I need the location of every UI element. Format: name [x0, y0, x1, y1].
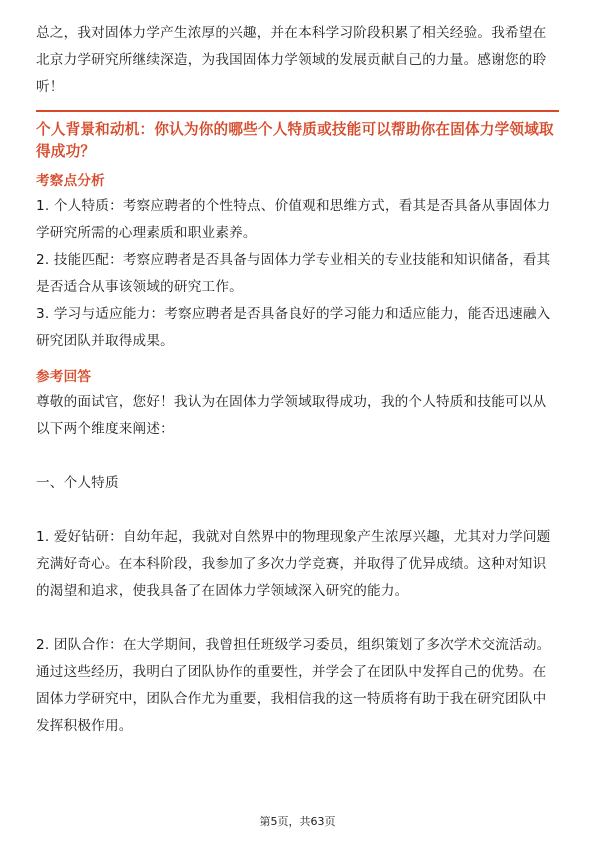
analysis-heading: 考察点分析 — [36, 173, 105, 189]
intro-paragraph: 总之，我对固体力学产生浓厚的兴趣，并在本科学习阶段积累了相关经验。我希望在北京力学研究所继续深造，为我国固体力学领域的发展贡献自己的力量。感谢您的聆听！ — [36, 25, 547, 95]
question-divider — [36, 110, 559, 112]
answer-item: 2. 团队合作：在大学期间，我曾担任班级学习委员，组织策划了多次学术交流活动。通过这些经历，我明白了团队协作的重要性，并学会了在团队中发挥自己的优势。在固体力学研究中，团队合作尤为重要，我相信我的这一特质将有助于我在研究团队中发挥积极作用。 — [36, 637, 551, 734]
answer-section-title: 一、个人特质 — [36, 475, 119, 491]
question-heading: 个人背景和动机：你认为你的哪些个人特质或技能可以帮助你在固体力学领域取得成功？ — [36, 121, 554, 160]
answer-heading: 参考回答 — [36, 369, 92, 385]
analysis-point: 3. 学习与适应能力：考察应聘者是否具备良好的学习能力和适应能力，能否迅速融入研究团队并取得成果。 — [36, 306, 551, 349]
page-content — [36, 20, 559, 740]
answer-opening: 尊敬的面试官，您好！我认为在固体力学领域取得成功，我的个人特质和技能可以从以下两个维度来阐述： — [36, 394, 547, 437]
spacer — [36, 497, 559, 524]
analysis-point: 2. 技能匹配：考察应聘者是否具备与固体力学专业相关的专业技能和知识储备，看其是否适合从事该领域的研究工作。 — [36, 252, 551, 295]
spacer — [36, 443, 559, 470]
spacer — [36, 605, 559, 632]
page-number: 第5页，共63页 — [259, 815, 336, 828]
answer-item: 1. 爱好钻研：自幼年起，我就对自然界中的物理现象产生浓厚兴趣，尤其对力学问题充满好奇心。在本科阶段，我参加了多次力学竞赛，并取得了优异成绩。这种对知识的渴望和追求，使我具备了在固体力学领域深入研究的能力。 — [36, 529, 551, 599]
analysis-point: 1. 个人特质：考察应聘者的个性特点、价值观和思维方式，看其是否具备从事固体力学研究所需的心理素质和职业素养。 — [36, 198, 551, 241]
